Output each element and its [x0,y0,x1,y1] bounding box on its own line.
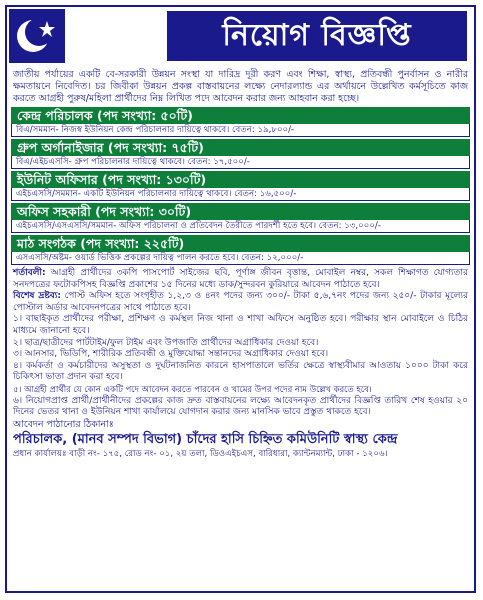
job-advertisement [5,5,476,593]
post-details: এইচএসসি/সমমান- একটি ইউনিয়ন পরিচালনার দায়িত্বে থাকবে। বেতন: ১৬,৫০০/- [11,188,470,201]
post-title: ইউনিট অফিসার (পদ সংখ্যা: ১৩০টি) [11,171,470,188]
conditions-paragraph [13,268,468,291]
note-item: ১। বাছাইকৃত প্রার্থীদের পরীক্ষা, প্রশিক্ষণ ও কর্মস্থল নিজ থানা ও শাখা অফিসে অনুষ্ঠিত হবে। পরীক্ষার স্থান মোবাইলে ও চিঠির মাধ্যমে জানানো হবে। [13,314,468,336]
post-title: মাঠ সংগঠক (পদ সংখ্যা: ২২৫টি) [11,235,470,252]
contact-recipient: পরিচালক, (মানব সম্পদ বিভাগ) চাঁদের হাসি চিহ্নিত কমিউনিটি স্বাস্থ্য কেন্দ্র [13,431,398,447]
star-and-crescent-icon [9,9,65,63]
special-text: পোস্ট অফিস হতে সংগৃহীত ১,২,৩ ও ৪নং পদের জন্য ৩০০/- টাকা ৫,৬,৭নং পদের জন্য ২৫০/- টাকার মূল্যের পোস্টাল অর্ডার আবেদনপত্রের সাথে পাঠাতে হবে। [13,291,468,313]
notes-section [7,265,474,419]
post-details: এসএসসি/অষ্টম- ওয়ার্ড ভিত্তিক প্রকল্পের দায়িত্ব পালন করতে হবে। বেতন: ১২,০০০/- [11,252,470,265]
special-paragraph [13,291,468,314]
intro-paragraph: জাতীয় পর্যায়ের একটি বে-সরকারী উন্নয়ন সংস্থা যা দারিদ্র দূরী করণ এবং শিক্ষা, স্বাস্থ্য, প্রতিবন্ধী পুনর্বাসন ও নারীর ক্ষমতায়নে নিবেদিত। চর জিবীকা উন্নয়ন প্রকল্প বাস্তবায়নের লক্ষ্যে নেদারল্যান্ড এর অর্থায়নে উল্লেখিত কর্মসূচিতে কাজ করতে আগ্রহী পুরুষ/মহিলা প্রার্থীদের নিম্ন লিখিত পদে আবেদন করার জন্য আহবান করা হচ্ছে। [13,69,468,104]
note-item: ২। ছাত্র/ছাত্রীদের পার্টটাইম/ফুল টাইম এবং উপজাতি প্রার্থীদের অগ্রাধিকার দেওয়া হবে। [13,337,319,348]
post-block [11,139,470,169]
ad-header [7,7,474,67]
post-details: এইচএসসি/এসএসসি/সমমান- অফিস পরিচালনা ও প্রতিবেদন তৈরীতে পারদর্শী হতে হবে। বেতন: ১৩,০০০/- [11,220,470,233]
post-title: কেন্দ্র পরিচালক (পদ সংখ্যা: ৫০টি) [11,107,470,124]
post-details: বিএ/সমমান- নিজস্ব ইউনিয়ন কেন্দ্র পরিচালনার দায়িত্বে থাকবে। বেতন: ১৯,৮০০/- [11,124,470,137]
note-item: ৩। আনসার, ভিডিপি, শারীরিক প্রতিবন্ধী ও মুক্তিযোদ্ধা সন্তানদের অগ্রাধিকার দেওয়া হবে। [13,349,329,360]
note-item: ৪। কর্মকর্তা ও কর্মচারীদের অসুস্থতা ও দুর্ঘটনাজনিত কারনে হাসপাতালে ভর্তির ক্ষেত্রে স্বাস্থ্যবীমার আওতায় ১০০০ টাকা করে চিকিৎসা ভাতা প্রদান করা হবে। [13,360,468,383]
office-address: প্রধান কার্যালয়ঃ বাড়ী নং- ১৭৫, রোড নং- ০১, ২য় তলা, ডিওএইচএস, বারিধারা, ক্যান্টনম্যান্ট, ঢাকা - ১২০৬। [13,448,388,459]
post-details: বিএ/এইচএসসি- গ্রুপ পরিচালনার দায়িত্বে থাকবে। বেতন: ১৭,৫০০/- [11,156,470,169]
post-block [11,107,470,137]
post-block [11,171,470,201]
post-title: গ্রুপ অর্গানাইজার (পদ সংখ্যা: ৭৫টি) [11,139,470,156]
page-title: নিয়োগ বিজ্ঞপ্তি [167,11,467,61]
conditions-text: আগ্রহী প্রার্থীদের ৩কপি পাসপোর্ট সাইজের ছবি, পূর্ণাঙ্গ জীবন বৃত্তান্ত, মোবাইল নম্বর, সকল শিক্ষাগত যোগ্যতার সনদপত্রের ফটোকপিসহ বিজ্ঞপ্তি প্রকাশের ১৫ দিনের মধ্যে ডাক/সুন্দরবন কুরিয়ারে আবেদন পাঠাতে হবে। [13,268,468,290]
note-item: ৫। আগ্রহী প্রার্থীর যে কোন একটি পদে আবেদন করতে পারবেন ও খামের উপর পদের নাম উল্লেখ করতে হবে। [13,383,372,394]
note-item: ৬। নিয়োগপ্রাপ্ত প্রার্থী/প্রার্থীনীদের প্রকল্পের কাজ দ্রুত বাস্তবায়নের লক্ষ্যে আবেদনকৃত প্রার্থীদের বিজ্ঞপ্তি তারিখ শেষ হওয়ার ২০ দিনের ভেতর থানা ও ইউনিয়ন শাখা কার্যালয়ে যোগদান করার জন্য মানসিক ভাবে প্রস্তুত থাকতে হবে। [13,395,468,418]
post-title: অফিস সহকারী (পদ সংখ্যা: ৩০টি) [11,203,470,220]
conditions-label: শর্তাবলী: [13,268,46,278]
post-block [11,235,470,265]
special-label: বিশেষ দ্রষ্টব্য: [13,291,61,302]
contact-label: আবেদন পাঠানোর ঠিকানাঃ [13,418,114,430]
post-block [11,203,470,233]
